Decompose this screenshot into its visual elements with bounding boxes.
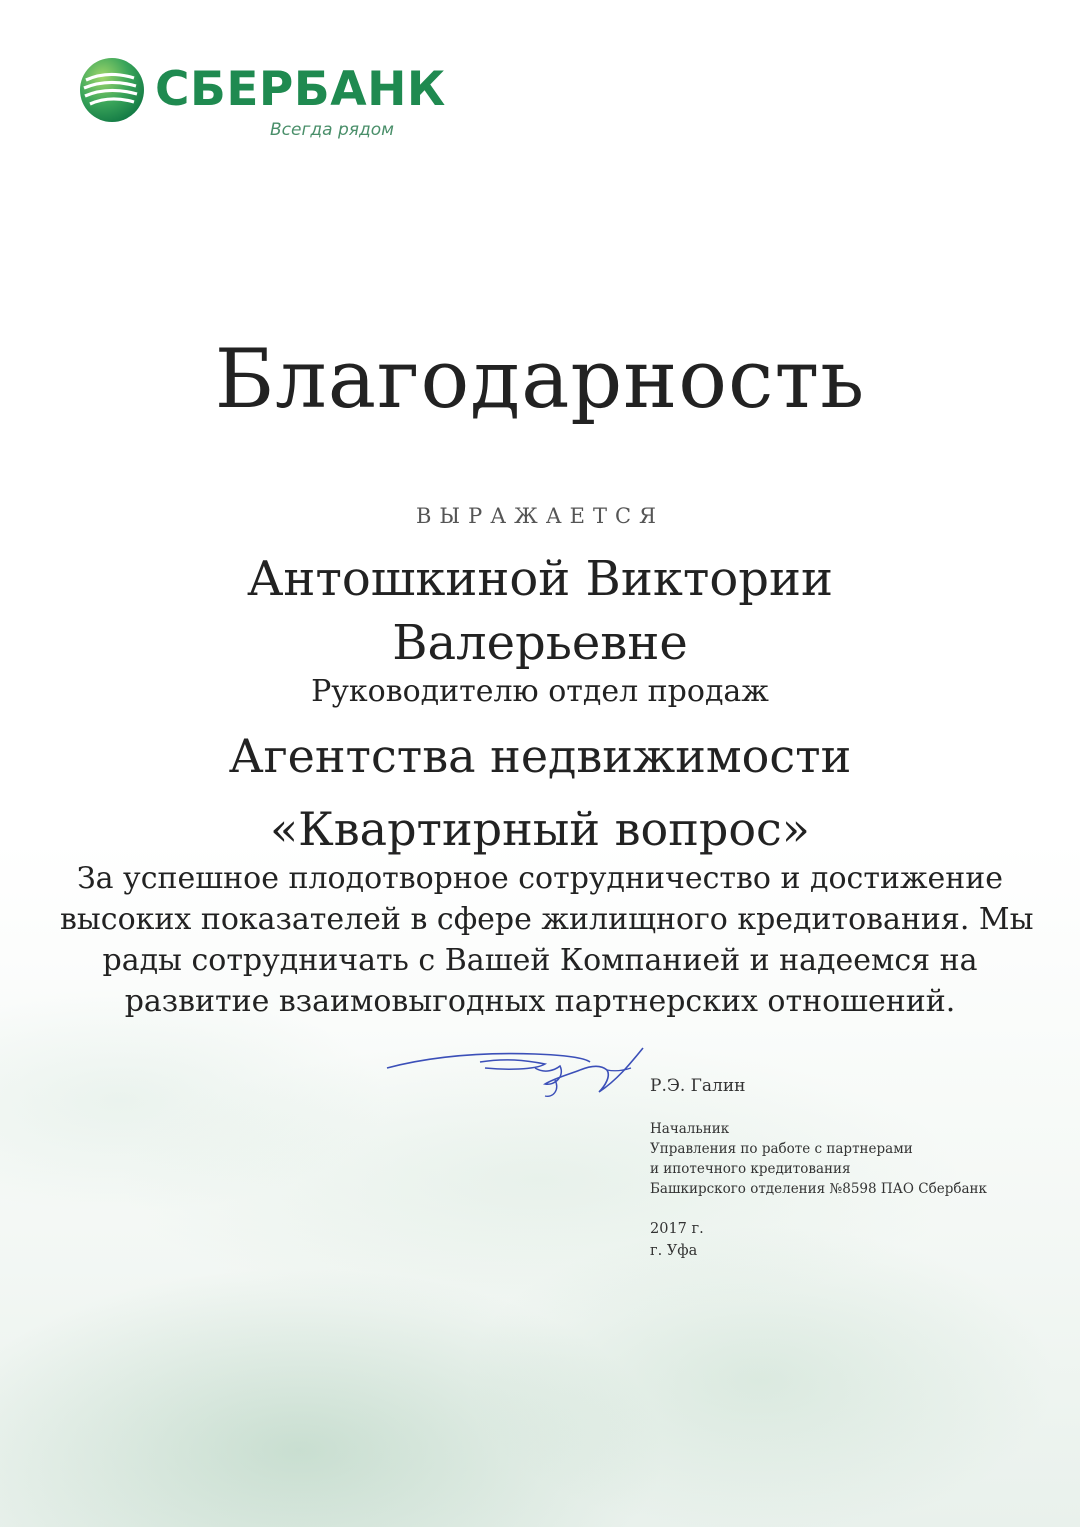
issue-year: 2017 г. [650, 1221, 704, 1237]
gratitude-text-line: высоких показателей в сфере жилищного кредитования. Мы [60, 902, 1034, 937]
signer-title-line: и ипотечного кредитования [650, 1161, 851, 1177]
recipient-position: Руководителю отдел продаж [311, 674, 769, 709]
signer-title [650, 1119, 987, 1199]
expressed-label: ВЫРАЖАЕТСЯ [416, 504, 664, 528]
certificate-title: Благодарность [214, 333, 866, 427]
signer-title-line: Начальник [650, 1121, 730, 1137]
gratitude-text [60, 858, 1034, 1022]
gratitude-text-line: За успешное плодотворное сотрудничество и достижение [76, 861, 1004, 896]
logo-tagline: Всегда рядом [270, 120, 394, 140]
organization-line2: «Квартирный вопрос» [270, 802, 810, 856]
issue-city: г. Уфа [650, 1243, 698, 1259]
handwritten-signature [385, 1040, 665, 1110]
signer-title-line: Управления по работе с партнерами [650, 1141, 913, 1157]
sberbank-logo [78, 56, 446, 146]
gratitude-text-line: рады сотрудничать с Вашей Компанией и надеемся на [102, 943, 978, 978]
organization-line1: Агентства недвижимости [228, 729, 852, 783]
logo-name: СБЕРБАНК [155, 62, 446, 117]
recipient-name-line1: Антошкиной Виктории [247, 551, 833, 607]
recipient-name-line2: Валерьевне [392, 615, 688, 671]
signer-name: Р.Э. Галин [650, 1076, 746, 1096]
sberbank-logo-icon [78, 56, 146, 124]
signer-title-line: Башкирского отделения №8598 ПАО Сбербанк [650, 1181, 987, 1197]
gratitude-text-line: развитие взаимовыгодных партнерских отношений. [124, 984, 956, 1019]
